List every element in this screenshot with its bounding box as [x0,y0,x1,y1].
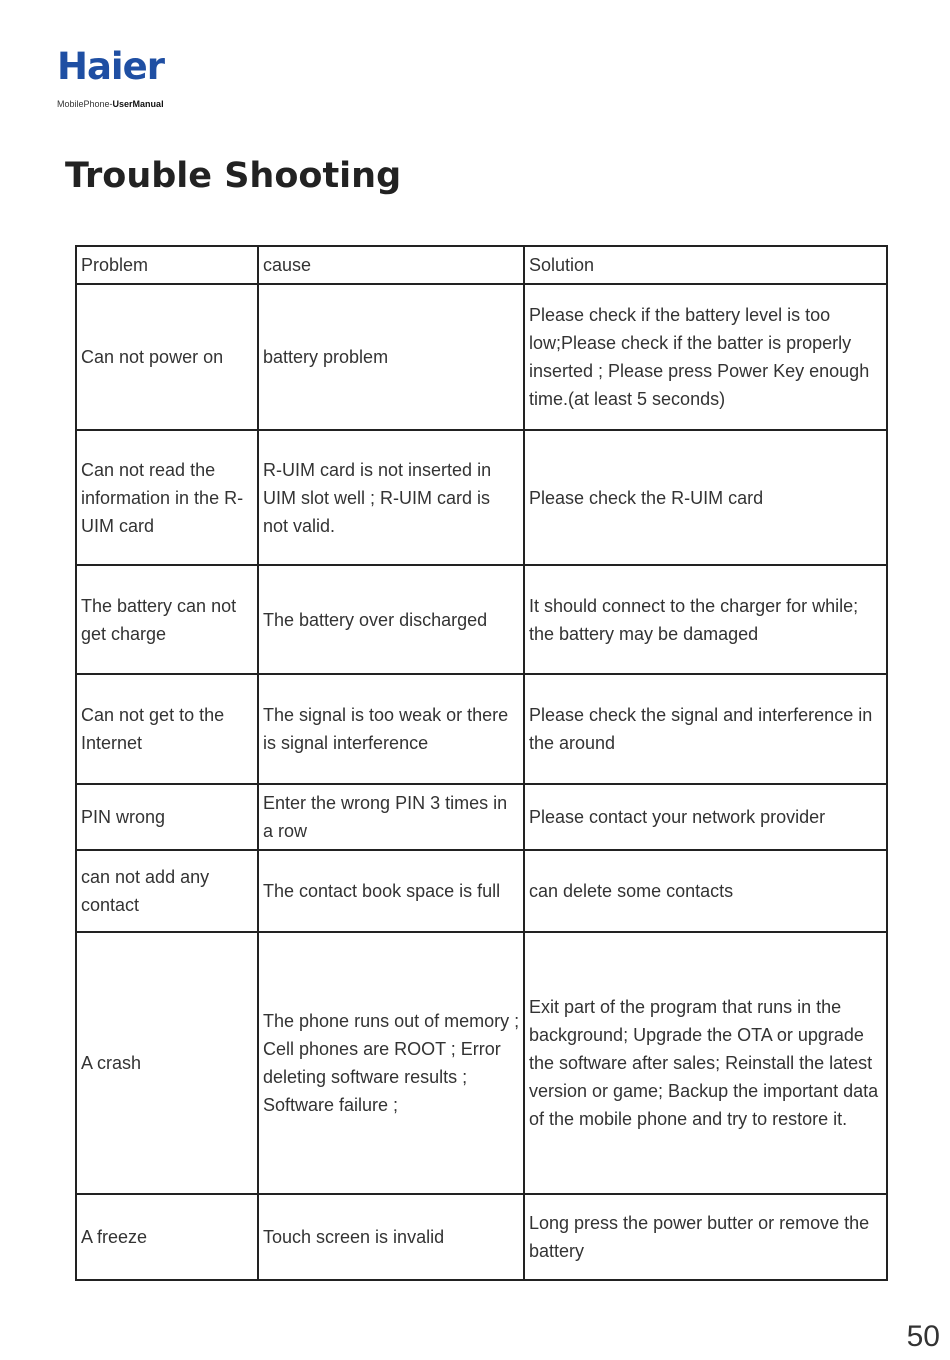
cell-solution: It should connect to the charger for while; the battery may be damaged [524,565,887,674]
cell-solution: Please contact your network provider [524,784,887,850]
header-cause: cause [258,246,524,284]
table-header-row [76,246,887,284]
cell-solution: Please check the signal and interference in the around [524,674,887,784]
subtitle-prefix: MobilePhone- [57,99,113,109]
header-solution: Solution [524,246,887,284]
page-number: 50 [906,1320,940,1353]
cell-solution: Long press the power butter or remove the battery [524,1194,887,1280]
header-problem: Problem [76,246,258,284]
cell-cause: The battery over discharged [258,565,524,674]
cell-cause: R-UIM card is not inserted in UIM slot well ; R-UIM card is not valid. [258,430,524,565]
cell-cause: The signal is too weak or there is signal interference [258,674,524,784]
table-row [76,932,887,1194]
cell-problem: A crash [76,932,258,1194]
cell-cause: Touch screen is invalid [258,1194,524,1280]
cell-problem: can not add any contact [76,850,258,932]
table-row [76,430,887,565]
table-row [76,850,887,932]
cell-cause: The contact book space is full [258,850,524,932]
page-title: Trouble Shooting [65,156,402,196]
table-row [76,284,887,430]
cell-solution: Please check the R-UIM card [524,430,887,565]
cell-problem: PIN wrong [76,784,258,850]
subtitle-strong: UserManual [112,99,164,109]
cell-problem: Can not get to the Internet [76,674,258,784]
table-row [76,784,887,850]
manual-subtitle [57,100,164,109]
brand-logo: Haier [57,45,164,88]
cell-solution: Exit part of the program that runs in the background; Upgrade the OTA or upgrade the software after sales; Reinstall the latest version or game; Backup the important data of the mobile phone and try to restore it. [524,932,887,1194]
troubleshooting-table [75,245,888,1281]
cell-problem: Can not power on [76,284,258,430]
table-row [76,1194,887,1280]
cell-cause: Enter the wrong PIN 3 times in a row [258,784,524,850]
cell-solution: Please check if the battery level is too low;Please check if the batter is properly inserted ; Please press Power Key enough time.(at least 5 seconds) [524,284,887,430]
table-row [76,674,887,784]
cell-cause: The phone runs out of memory ; Cell phones are ROOT ; Error deleting software results ; Software failure ; [258,932,524,1194]
cell-problem: Can not read the information in the R-UIM card [76,430,258,565]
cell-problem: The battery can not get charge [76,565,258,674]
table-row [76,565,887,674]
cell-problem: A freeze [76,1194,258,1280]
cell-solution: can delete some contacts [524,850,887,932]
cell-cause: battery problem [258,284,524,430]
